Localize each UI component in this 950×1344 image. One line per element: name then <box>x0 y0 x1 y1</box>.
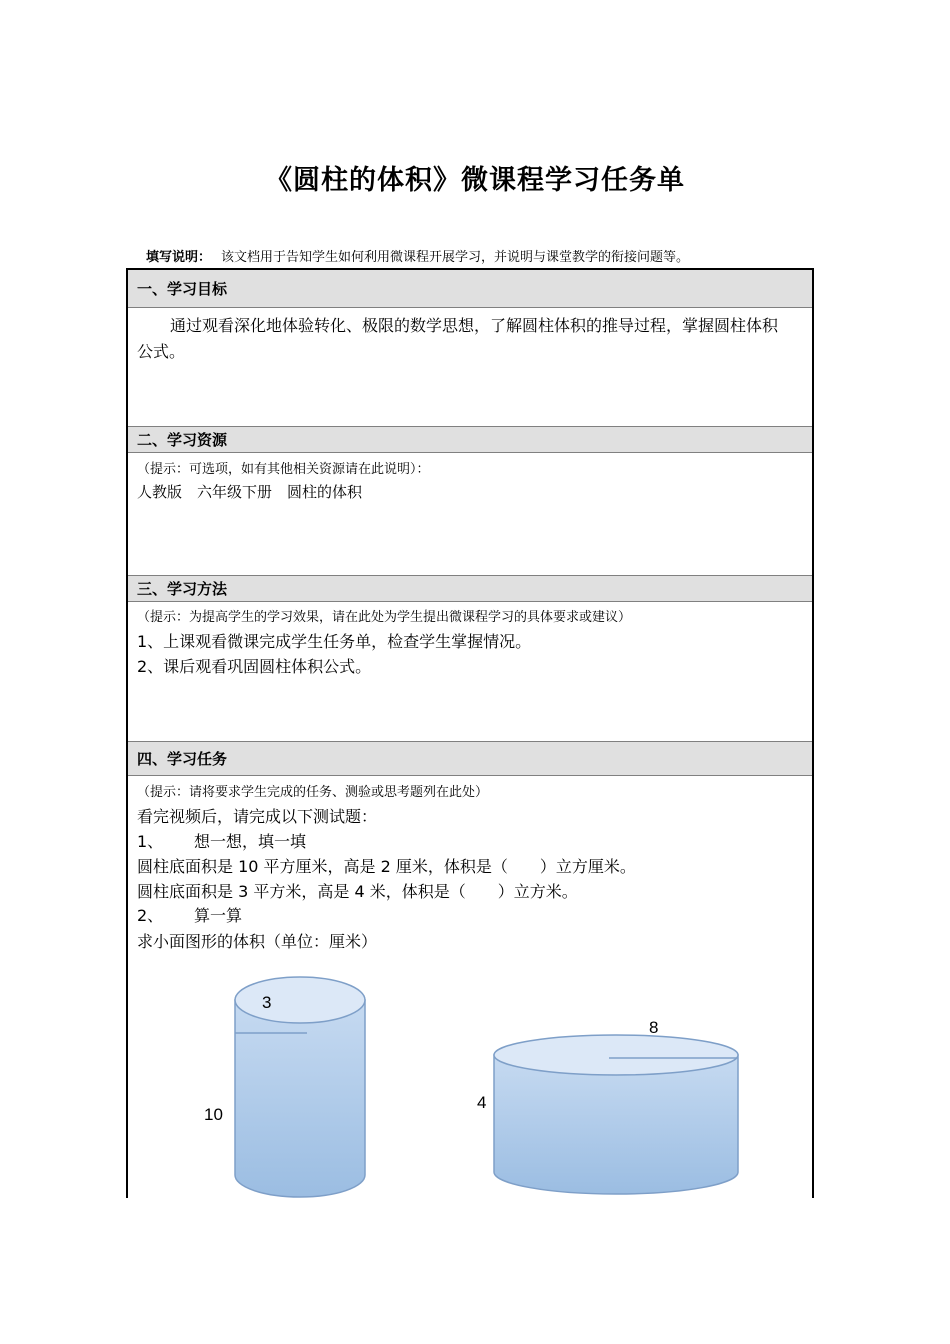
question2-title: 算一算 <box>194 906 243 925</box>
method-line2: 2、课后观看巩固圆柱体积公式。 <box>137 657 372 676</box>
question1-number: 1、 <box>137 832 164 851</box>
question1-line1: 圆柱底面积是 10 平方厘米，高是 2 厘米，体积是（ ）立方厘米。 <box>137 857 636 876</box>
method-line1: 1、上课观看微课完成学生任务单，检查学生掌握情况。 <box>137 632 532 651</box>
cylinder-1-height-label: 10 <box>204 1105 223 1124</box>
fill-instructions-label: 填写说明： <box>146 250 212 265</box>
cylinder-2-radius-label: 8 <box>649 1018 659 1037</box>
cylinder-2-height-label: 4 <box>477 1093 487 1112</box>
section-resources-header: 二、学习资源 <box>128 426 812 453</box>
question2-number: 2、 <box>137 906 164 925</box>
cylinder-1 <box>204 977 365 1197</box>
goal-text-line2: 公式。 <box>137 342 186 361</box>
method-hint: （提示：为提高学生的学习效果，请在此处为学生提出微课程学习的具体要求或建议） <box>137 610 632 625</box>
resources-text: 人教版 六年级下册 圆柱的体积 <box>137 483 363 501</box>
question1-line2: 圆柱底面积是 3 平方米，高是 4 米，体积是（ ）立方米。 <box>137 882 578 901</box>
question2-line: 求小面图形的体积（单位：厘米） <box>137 932 378 951</box>
cylinder-1-radius-label: 3 <box>262 993 272 1012</box>
section-method-header: 三、学习方法 <box>128 575 812 602</box>
section-goal-header: 一、学习目标 <box>128 270 812 308</box>
goal-text-line1: 通过观看深化地体验转化、极限的数学思想，了解圆柱体积的推导过程，掌握圆柱体积 <box>170 316 779 335</box>
tasks-intro: 看完视频后，请完成以下测试题： <box>137 807 378 826</box>
section-tasks-header: 四、学习任务 <box>128 741 812 776</box>
resources-hint: （提示：可选项，如有其他相关资源请在此说明）： <box>137 462 430 477</box>
tasks-hint: （提示：请将要求学生完成的任务、测验或思考题列在此处） <box>137 785 489 800</box>
question1-title: 想一想，填一填 <box>194 832 307 851</box>
document-title: 《圆柱的体积》微课程学习任务单 <box>265 165 685 196</box>
fill-instructions-text: 该文档用于告知学生如何利用微课程开展学习，并说明与课堂教学的衔接问题等。 <box>221 250 690 265</box>
cylinder-2 <box>477 1018 738 1194</box>
